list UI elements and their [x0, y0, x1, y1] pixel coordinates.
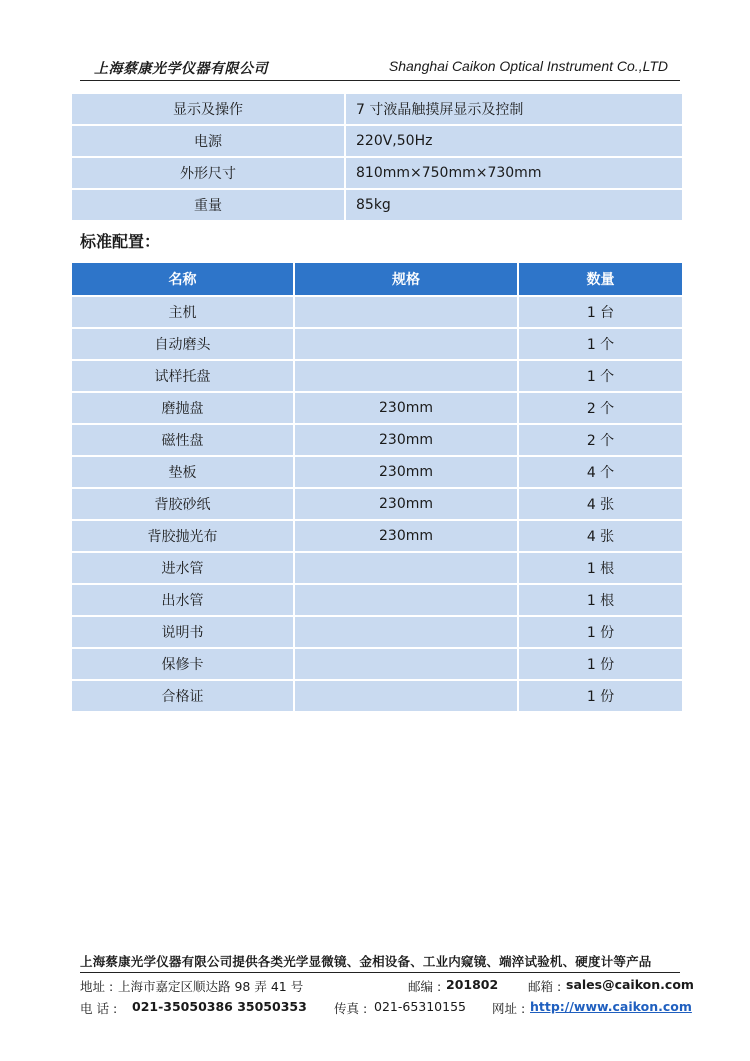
- item-spec: [295, 297, 519, 327]
- web-label: 网址 :: [492, 1001, 526, 1016]
- item-name: 出水管: [72, 585, 295, 615]
- address-value: 上海市嘉定区顺达路 98 弄 41 号: [118, 979, 304, 994]
- footer-address-line: [80, 973, 694, 995]
- item-spec: 230mm: [295, 393, 519, 423]
- table-row: [72, 457, 682, 487]
- item-name: 垫板: [72, 457, 295, 487]
- header-name: 名称: [72, 263, 295, 295]
- spec-value: 220V,50Hz: [346, 126, 682, 156]
- phone-value: 021-35050386 35050353: [132, 999, 307, 1014]
- spec-value: 85kg: [346, 190, 682, 220]
- header-company-cn: 上海蔡康光学仪器有限公司: [94, 61, 268, 77]
- item-spec: 230mm: [295, 521, 519, 551]
- item-spec: [295, 681, 519, 711]
- item-qty: 4 张: [519, 489, 682, 519]
- item-qty: 1 台: [519, 297, 682, 327]
- table-row: [72, 393, 682, 423]
- header-spec: 规格: [295, 263, 519, 295]
- header-company-en: Shanghai Caikon Optical Instrument Co.,LTD: [388, 58, 668, 74]
- config-table: [72, 261, 682, 713]
- item-name: 主机: [72, 297, 295, 327]
- item-spec: [295, 361, 519, 391]
- phone-label: 电 话 :: [80, 1001, 118, 1016]
- item-spec: [295, 617, 519, 647]
- spec-value: 810mm×750mm×730mm: [346, 158, 682, 188]
- postcode-label: 邮编 :: [408, 979, 442, 994]
- item-qty: 1 个: [519, 361, 682, 391]
- item-qty: 1 根: [519, 585, 682, 615]
- item-qty: 1 份: [519, 681, 682, 711]
- item-name: 试样托盘: [72, 361, 295, 391]
- spec-label: 重量: [72, 190, 346, 220]
- table-row: [72, 489, 682, 519]
- item-name: 说明书: [72, 617, 295, 647]
- table-row: [72, 329, 682, 359]
- table-row: [72, 425, 682, 455]
- footer-contact-line: [80, 995, 692, 1017]
- item-qty: 1 份: [519, 617, 682, 647]
- email-value: sales@caikon.com: [566, 977, 694, 992]
- item-qty: 2 个: [519, 425, 682, 455]
- spec-table: [72, 92, 682, 222]
- item-name: 进水管: [72, 553, 295, 583]
- table-row: [72, 617, 682, 647]
- section-title: 标准配置：: [80, 232, 161, 251]
- page-header: [80, 56, 680, 81]
- item-name: 磨抛盘: [72, 393, 295, 423]
- item-spec: [295, 649, 519, 679]
- item-spec: 230mm: [295, 457, 519, 487]
- fax-value: 021-65310155: [374, 999, 466, 1014]
- table-row: [72, 297, 682, 327]
- item-qty: 1 根: [519, 553, 682, 583]
- table-header-row: [72, 263, 682, 295]
- footer-slogan: 上海蔡康光学仪器有限公司提供各类光学显微镜、金相设备、工业内窥镜、端淬试验机、硬度计等产品: [80, 952, 680, 973]
- item-spec: [295, 329, 519, 359]
- spec-row: [72, 158, 682, 188]
- item-name: 背胶抛光布: [72, 521, 295, 551]
- item-spec: [295, 585, 519, 615]
- address-label: 地址 :: [80, 979, 114, 994]
- item-qty: 1 份: [519, 649, 682, 679]
- item-spec: [295, 553, 519, 583]
- page-footer: [80, 952, 694, 1017]
- item-qty: 1 个: [519, 329, 682, 359]
- spec-row: [72, 94, 682, 124]
- item-name: 磁性盘: [72, 425, 295, 455]
- item-name: 保修卡: [72, 649, 295, 679]
- spec-value: 7 寸液晶触摸屏显示及控制: [346, 94, 682, 124]
- header-qty: 数量: [519, 263, 682, 295]
- table-row: [72, 553, 682, 583]
- item-qty: 4 张: [519, 521, 682, 551]
- postcode-value: 201802: [446, 977, 499, 992]
- website-link[interactable]: http://www.caikon.com: [530, 999, 692, 1014]
- email-label: 邮箱 :: [528, 979, 562, 994]
- item-spec: 230mm: [295, 489, 519, 519]
- table-row: [72, 585, 682, 615]
- spec-label: 外形尺寸: [72, 158, 346, 188]
- item-spec: 230mm: [295, 425, 519, 455]
- table-row: [72, 681, 682, 711]
- spec-label: 显示及操作: [72, 94, 346, 124]
- spec-row: [72, 190, 682, 220]
- table-row: [72, 521, 682, 551]
- fax-label: 传真 :: [334, 1001, 368, 1016]
- table-row: [72, 649, 682, 679]
- item-name: 合格证: [72, 681, 295, 711]
- table-row: [72, 361, 682, 391]
- item-qty: 2 个: [519, 393, 682, 423]
- spec-row: [72, 126, 682, 156]
- item-qty: 4 个: [519, 457, 682, 487]
- item-name: 自动磨头: [72, 329, 295, 359]
- spec-label: 电源: [72, 126, 346, 156]
- item-name: 背胶砂纸: [72, 489, 295, 519]
